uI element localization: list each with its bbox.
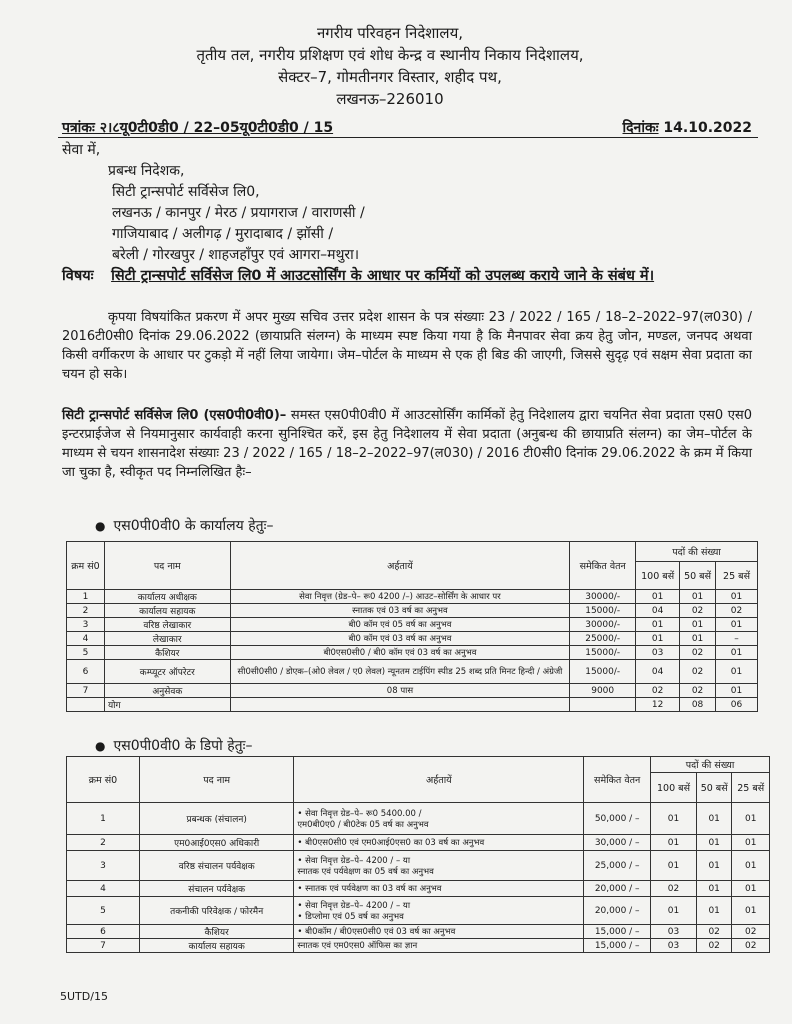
col-header-sno: क्रम सं0 <box>67 542 105 590</box>
paragraph-body: समस्त एस0पी0वी0 में आउटसोर्सिंग कार्मिकों हेतु निदेशालय द्वारा चयनित सेवा प्रदाता एस0 एस0 इन्टरप्राईजेज से नियमानुसार कार्यवाही करना सुनिश्चित करें, इस हेतु निदेशालय में सेवा प्रदाता (अनुबन्ध की छायाप्रति संलग्न) का जेम–पोर्टल के माध्यम से चयन शासनादेश संख्याः 23 / 2022 / 165 / 18–2–2022–97(ल030) / 2016 टी0सी0 दिनांक 29.06.2022 के क्रम में किया जा चुका है, स्वीकृत पद निम्नलिखित हैः– <box>62 408 752 480</box>
table-row <box>67 632 758 646</box>
date-label: दिनांकः <box>622 120 659 136</box>
cell-qualification: 08 पास <box>230 684 570 698</box>
cell-post: कार्यालय अधीक्षक <box>104 590 230 604</box>
col-header-25-buses: 25 बसें <box>732 773 770 803</box>
cell-post: लेखाकार <box>104 632 230 646</box>
col-header-25-buses: 25 बसें <box>716 562 758 590</box>
cell-50-buses: 02 <box>680 684 716 698</box>
cell-post: तकनीकी परिवेक्षक / फोरमैन <box>140 897 294 925</box>
cell-post: प्रबन्धक (संचालन) <box>140 803 294 835</box>
cell-salary: 30000/- <box>570 590 636 604</box>
cell-50-buses: 01 <box>696 835 731 851</box>
addressee-block <box>62 140 365 266</box>
qualification-line: • डिप्लोमा एवं 05 वर्ष का अनुभव <box>297 911 404 922</box>
cell-post: संचालन पर्यवेक्षक <box>140 881 294 897</box>
cell-sno: 5 <box>67 646 105 660</box>
addressee-cities: गाजियाबाद / अलीगढ़ / मुरादाबाद / झॉसी / <box>112 226 334 242</box>
spv-heading: सिटी ट्रान्सपोर्ट सर्विसेज लि0 (एस0पी0वी0)– <box>62 408 287 423</box>
letter-number: पत्रांकः २।८यू0टी0डी0 / 22–05यू0टी0डी0 / 15 <box>62 120 334 136</box>
cell-25-buses: 01 <box>732 803 770 835</box>
table-row <box>67 660 758 684</box>
cell-50-buses: 02 <box>696 925 731 939</box>
addressee-org: सिटी ट्रान्सपोर्ट सर्विसेज लि0, <box>112 184 260 200</box>
cell-qualification <box>294 939 584 953</box>
table-row <box>67 604 758 618</box>
body-paragraph-1: कृपया विषयांकित प्रकरण में अपर मुख्य सचिव उत्तर प्रदेश शासन के पत्र संख्याः 23 / 2022 / 165 / 18–2–2022–97(ल030) / 2016टी0सी0 दिनांक 29.06.2022 (छायाप्रति संलग्न) के माध्यम स्पष्ट किया गया है कि मैनपावर सेवा क्रय हेतु जोन, मण्डल, जनपद अथवा किसी वर्गीकरण के आधार पर टुकड़ो में नहीं लिया जायेगा। जेम–पोर्टल के माध्यम से एक ही बिड की जाएगी, जिससे सुदृढ़ एवं सक्षम सेवा प्रदाता का चयन हो सके। <box>62 310 752 382</box>
qualification-line: स्नातक एवं एम0एस0 ऑफिस का ज्ञान <box>297 941 418 951</box>
cell-sno: 4 <box>67 632 105 646</box>
cell-salary: 25,000 / – <box>584 851 651 881</box>
qualification-line: • बी0कॉम / बी0एस0सी0 एवं 03 वर्ष का अनुभव <box>297 927 456 937</box>
cell-50-buses: 01 <box>696 803 731 835</box>
cell-25-buses: 02 <box>732 939 770 953</box>
subject-text: सिटी ट्रान्सपोर्ट सर्विसेज लि0 में आउटसोर्सिंग के आधार पर कर्मियों को उपलब्ध कराये जाने के संबंध में। <box>111 268 655 284</box>
cell-50-buses: 01 <box>696 851 731 881</box>
col-header-salary: समेकित वेतन <box>570 542 636 590</box>
cell-25-buses: 02 <box>716 604 758 618</box>
cell-sno: 2 <box>67 835 140 851</box>
qualification-line: • सेवा निवृत्त ग्रेड–पे– 4200 / – या <box>297 855 411 866</box>
cell-50-buses: 02 <box>680 604 716 618</box>
col-header-100-buses: 100 बसें <box>636 562 680 590</box>
cell-25-buses: 01 <box>716 660 758 684</box>
col-header-50-buses: 50 बसें <box>696 773 731 803</box>
table-row <box>67 851 770 881</box>
bullet-icon: ● <box>95 739 106 753</box>
cell-50-buses: 02 <box>680 646 716 660</box>
cell-sno: 3 <box>67 851 140 881</box>
cell-salary: 30000/- <box>570 618 636 632</box>
cell-100-buses: 01 <box>636 590 680 604</box>
col-header-100-buses: 100 बसें <box>651 773 697 803</box>
cell-post: वरिष्ठ लेखाकार <box>104 618 230 632</box>
addressee-title: प्रबन्ध निदेशक, <box>108 163 185 179</box>
cell-qualification: बी0 कॉम एवं 03 वर्ष का अनुभव <box>230 632 570 646</box>
cell-salary: 30,000 / – <box>584 835 651 851</box>
cell-sno: 1 <box>67 803 140 835</box>
cell-qualification <box>294 803 584 835</box>
office-posts-table <box>66 541 758 712</box>
depot-posts-rows <box>67 803 770 953</box>
bullet-icon: ● <box>95 519 106 533</box>
cell-salary: 20,000 / – <box>584 881 651 897</box>
cell-post: कैशियर <box>104 646 230 660</box>
cell-100-buses: 01 <box>636 618 680 632</box>
cell-salary: 50,000 / – <box>584 803 651 835</box>
cell-post: एम0आई0एस0 अधिकारी <box>140 835 294 851</box>
cell-salary: 20,000 / – <box>584 897 651 925</box>
qualification-line: • सेवा निवृत्त ग्रेड–पे– 4200 / – या <box>297 900 411 911</box>
table-row <box>67 646 758 660</box>
cell-25-buses: 02 <box>732 925 770 939</box>
bullet-text: एस0पी0वी0 के कार्यालय हेतुः– <box>113 518 274 534</box>
table-row <box>67 881 770 897</box>
cell-sno: 4 <box>67 881 140 897</box>
cell-50-buses: 02 <box>680 660 716 684</box>
total-row <box>67 698 758 712</box>
addressee-cities: लखनऊ / कानपुर / मेरठ / प्रयागराज / वाराणसी / <box>112 205 365 221</box>
col-header-qualification: अर्हतायें <box>294 757 584 803</box>
date-value: 14.10.2022 <box>663 120 752 136</box>
cell-sno: 5 <box>67 897 140 925</box>
cell-100-buses: 02 <box>636 684 680 698</box>
cell-salary: 15,000 / – <box>584 939 651 953</box>
cell-100-buses: 04 <box>636 660 680 684</box>
cell-100-buses: 02 <box>651 881 697 897</box>
office-posts-rows <box>67 590 758 698</box>
depot-posts-table <box>66 756 770 953</box>
cell-25-buses: 01 <box>716 618 758 632</box>
table-row <box>67 803 770 835</box>
cell-100-buses: 03 <box>651 939 697 953</box>
cell-sno: 3 <box>67 618 105 632</box>
cell-sno: 2 <box>67 604 105 618</box>
salutation: सेवा में, <box>62 142 101 158</box>
cell-100-buses: 01 <box>651 835 697 851</box>
col-header-qualification: अर्हतायें <box>230 542 570 590</box>
qualification-line: • स्नातक एवं पर्यवेक्षण का 03 वर्ष का अनुभव <box>297 884 442 894</box>
cell-salary: 15000/- <box>570 660 636 684</box>
col-header-post: पद नाम <box>104 542 230 590</box>
cell-100-buses: 04 <box>636 604 680 618</box>
letterhead-line: नगरीय परिवहन निदेशालय, <box>316 24 464 42</box>
cell-25-buses: 01 <box>732 881 770 897</box>
total-100: 12 <box>636 698 680 712</box>
cell-50-buses: 01 <box>696 881 731 897</box>
addressee-cities: बरेली / गोरखपुर / शाहजहाँपुर एवं आगरा–मथुरा। <box>112 247 360 263</box>
cell-sno: 6 <box>67 925 140 939</box>
cell-25-buses: 01 <box>716 590 758 604</box>
cell-qualification <box>294 835 584 851</box>
cell-100-buses: 01 <box>651 851 697 881</box>
total-label: योग <box>104 698 230 712</box>
qualification-line: • सेवा निवृत्त ग्रेड–पे– रू0 5400.00 / <box>297 808 422 819</box>
subject-label: विषयः <box>62 268 94 284</box>
table-row <box>67 925 770 939</box>
cell-100-buses: 03 <box>651 925 697 939</box>
table-row <box>67 939 770 953</box>
cell-salary: 15000/- <box>570 604 636 618</box>
cell-100-buses: 01 <box>636 632 680 646</box>
cell-qualification: बी0एस0सी0 / बी0 कॉम एवं 03 वर्ष का अनुभव <box>230 646 570 660</box>
cell-qualification: स्नातक एवं 03 वर्ष का अनुभव <box>230 604 570 618</box>
letter-date <box>623 118 753 137</box>
cell-50-buses: 01 <box>696 897 731 925</box>
cell-50-buses: 01 <box>680 590 716 604</box>
header-divider <box>58 137 758 138</box>
cell-post: वरिष्ठ संचालन पर्यवेक्षक <box>140 851 294 881</box>
cell-salary: 15,000 / – <box>584 925 651 939</box>
letterhead-line: लखनऊ–226010 <box>336 90 444 108</box>
total-50: 08 <box>680 698 716 712</box>
col-header-salary: समेकित वेतन <box>584 757 651 803</box>
body-paragraph-2 <box>62 406 752 482</box>
cell-salary: 15000/- <box>570 646 636 660</box>
cell-salary: 25000/- <box>570 632 636 646</box>
cell-qualification: सी0सी0सी0 / डोएक–(ओ0 लेवल / ए0 लेवल) न्यूनतम टाईपिंग स्पीड 25 शब्द प्रति मिनट हिन्दी / अंग्रेजी <box>230 660 570 684</box>
cell-sno: 7 <box>67 684 105 698</box>
table-row <box>67 684 758 698</box>
cell-sno: 1 <box>67 590 105 604</box>
cell-sno: 6 <box>67 660 105 684</box>
cell-50-buses: 01 <box>680 632 716 646</box>
cell-post: कार्यालय सहायक <box>104 604 230 618</box>
table-row <box>67 590 758 604</box>
cell-25-buses: – <box>716 632 758 646</box>
col-header-post-count: पदों की संख्या <box>636 542 758 562</box>
subject-line <box>62 266 752 286</box>
total-25: 06 <box>716 698 758 712</box>
col-header-post-count: पदों की संख्या <box>651 757 770 773</box>
cell-qualification <box>294 851 584 881</box>
col-header-sno: क्रम सं0 <box>67 757 140 803</box>
table-row <box>67 618 758 632</box>
footer-code: 5UTD/15 <box>60 990 108 1003</box>
cell-25-buses: 01 <box>716 646 758 660</box>
bullet-text: एस0पी0वी0 के डिपो हेतुः– <box>113 738 253 754</box>
letterhead <box>140 22 640 110</box>
cell-qualification: सेवा निवृत्त (ग्रेड–पे– रू0 4200 /–) आउट–सोर्सिंग के आधार पर <box>230 590 570 604</box>
cell-50-buses: 02 <box>696 939 731 953</box>
section-bullet-depot <box>95 736 252 755</box>
cell-salary: 9000 <box>570 684 636 698</box>
qualification-line: स्नातक एवं पर्यवेक्षण का 05 वर्ष का अनुभव <box>297 866 434 877</box>
section-bullet-office <box>95 516 273 535</box>
cell-25-buses: 01 <box>732 851 770 881</box>
cell-sno: 7 <box>67 939 140 953</box>
qualification-line: • बी0एस0सी0 एवं एम0आई0एस0 का 03 वर्ष का अनुभव <box>297 838 485 848</box>
cell-25-buses: 01 <box>716 684 758 698</box>
cell-50-buses: 01 <box>680 618 716 632</box>
col-header-50-buses: 50 बसें <box>680 562 716 590</box>
cell-100-buses: 01 <box>651 803 697 835</box>
cell-100-buses: 03 <box>636 646 680 660</box>
cell-post: अनुसेवक <box>104 684 230 698</box>
cell-qualification: बी0 कॉम एवं 05 वर्ष का अनुभव <box>230 618 570 632</box>
cell-100-buses: 01 <box>651 897 697 925</box>
table-row <box>67 835 770 851</box>
qualification-line: एम0बी0ए0 / बी0टेक 05 वर्ष का अनुभव <box>297 819 429 830</box>
cell-25-buses: 01 <box>732 835 770 851</box>
cell-25-buses: 01 <box>732 897 770 925</box>
cell-post: कैशियर <box>140 925 294 939</box>
cell-qualification <box>294 881 584 897</box>
cell-qualification <box>294 897 584 925</box>
letterhead-line: सेक्टर–7, गोमतीनगर विस्तार, शहीद पथ, <box>278 68 502 86</box>
cell-post: कम्प्यूटर ऑपरेटर <box>104 660 230 684</box>
col-header-post: पद नाम <box>140 757 294 803</box>
cell-qualification <box>294 925 584 939</box>
table-row <box>67 897 770 925</box>
letterhead-line: तृतीय तल, नगरीय प्रशिक्षण एवं शोध केन्द्र व स्थानीय निकाय निदेशालय, <box>196 46 584 64</box>
cell-post: कार्यालय सहायक <box>140 939 294 953</box>
